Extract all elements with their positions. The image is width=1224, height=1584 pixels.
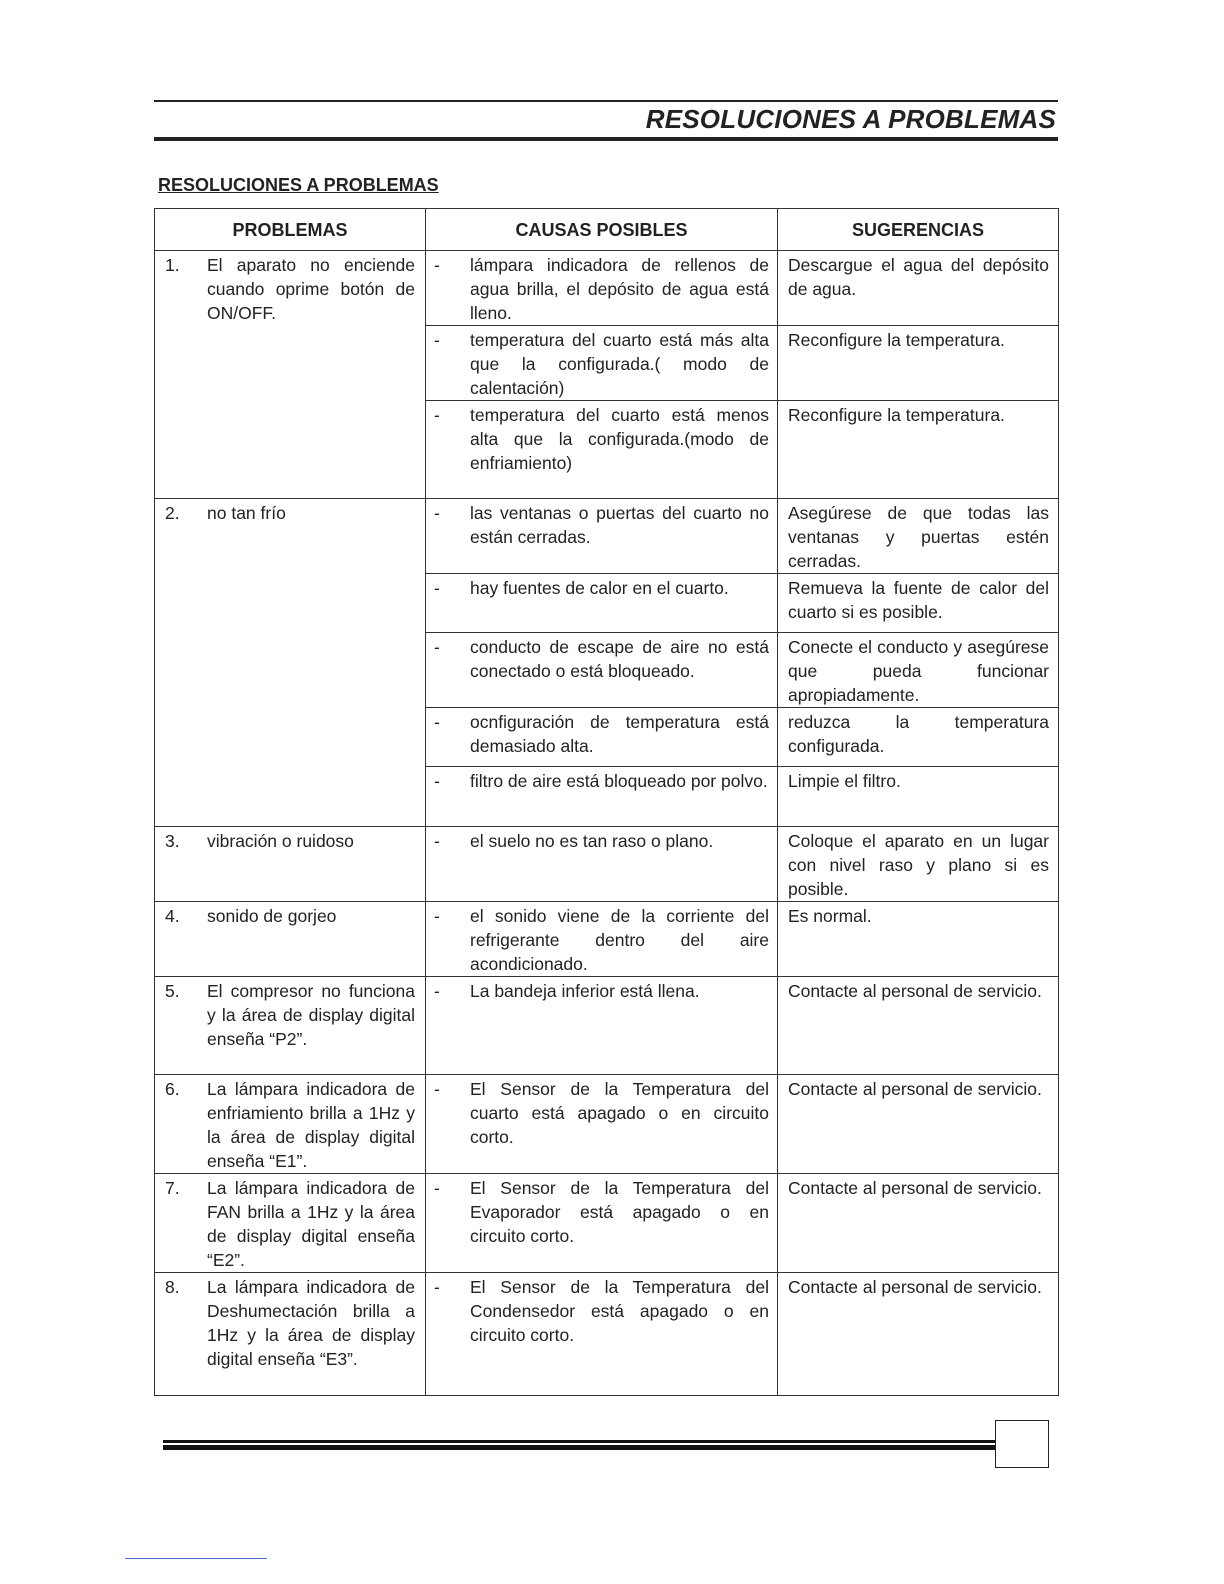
- suggestion-cell: [778, 633, 1059, 708]
- suggestion-cell: [778, 977, 1059, 1075]
- suggestion-cell: [778, 827, 1059, 902]
- suggestion-cell: [778, 1273, 1059, 1396]
- problem-number: 8.: [165, 1277, 180, 1297]
- cause-text: El Sensor de la Temperatura del cuarto está apagado o en circuito corto.: [470, 1079, 769, 1147]
- cause-cell: [426, 633, 778, 708]
- bullet-dash: -: [434, 771, 440, 791]
- suggestion-text: Remueva la fuente de calor del cuarto si es posible.: [788, 578, 1049, 622]
- table-row: [155, 499, 1059, 574]
- suggestion-text: Asegúrese de que todas las ventanas y puertas estén cerradas.: [788, 503, 1049, 571]
- cause-cell: [426, 1075, 778, 1174]
- cause-text: filtro de aire está bloqueado por polvo.: [470, 771, 768, 791]
- problem-text: El compresor no funciona y la área de display digital enseña “P2”.: [207, 981, 415, 1049]
- cause-cell: [426, 827, 778, 902]
- table-header-row: [155, 209, 1059, 251]
- table-row: [155, 251, 1059, 326]
- header-causas: CAUSAS POSIBLES: [426, 209, 778, 251]
- footer-rule-thin: [163, 1440, 995, 1443]
- bullet-dash: -: [434, 712, 440, 732]
- header-rule-thick: [154, 137, 1058, 141]
- table-row: [155, 977, 1059, 1075]
- cause-text: lámpara indicadora de rellenos de agua brilla, el depósito de agua está lleno.: [470, 255, 769, 323]
- problem-cell: [155, 499, 426, 827]
- suggestion-text: Conecte el conducto y asegúrese que pueda funcionar apropiadamente.: [788, 637, 1049, 705]
- problem-cell: [155, 251, 426, 499]
- cause-cell: [426, 401, 778, 499]
- bullet-dash: -: [434, 906, 440, 926]
- bullet-dash: -: [434, 637, 440, 657]
- bullet-dash: -: [434, 831, 440, 851]
- suggestion-text: Contacte al personal de servicio.: [788, 981, 1042, 1001]
- problem-text: La lámpara indicadora de enfriamiento brilla a 1Hz y la área de display digital enseña “E1”.: [207, 1079, 415, 1171]
- problem-number: 5.: [165, 981, 180, 1001]
- cause-text: temperatura del cuarto está menos alta que la configurada.(modo de enfriamiento): [470, 405, 769, 473]
- suggestion-text: Limpie el filtro.: [788, 771, 901, 791]
- problem-number: 1.: [165, 255, 180, 275]
- header-sugerencias: SUGERENCIAS: [778, 209, 1059, 251]
- cause-cell: [426, 708, 778, 767]
- table-row: [155, 827, 1059, 902]
- cause-cell: [426, 499, 778, 574]
- suggestion-text: Coloque el aparato en un lugar con nivel raso y plano si es posible.: [788, 831, 1049, 899]
- suggestion-text: Es normal.: [788, 906, 872, 926]
- bullet-dash: -: [434, 981, 440, 1001]
- cause-cell: [426, 977, 778, 1075]
- problem-number: 3.: [165, 831, 180, 851]
- problem-cell: [155, 1075, 426, 1174]
- bullet-dash: -: [434, 1277, 440, 1297]
- bullet-dash: -: [434, 255, 440, 275]
- header-rule-thin: [154, 100, 1058, 102]
- problem-number: 4.: [165, 906, 180, 926]
- problem-cell: [155, 977, 426, 1075]
- problem-text: El aparato no enciende cuando oprime botón de ON/OFF.: [207, 255, 415, 323]
- cause-text: El Sensor de la Temperatura del Evaporador está apagado o en circuito corto.: [470, 1178, 769, 1246]
- table-row: [155, 1273, 1059, 1396]
- footer-link-line: [125, 1558, 267, 1559]
- cause-text: ocnfiguración de temperatura está demasiado alta.: [470, 712, 769, 756]
- problem-cell: [155, 1174, 426, 1273]
- cause-cell: [426, 1273, 778, 1396]
- cause-text: las ventanas o puertas del cuarto no están cerradas.: [470, 503, 769, 547]
- bullet-dash: -: [434, 1178, 440, 1198]
- section-title: RESOLUCIONES A PROBLEMAS: [158, 175, 439, 195]
- cause-text: temperatura del cuarto está más alta que la configurada.( modo de calentación): [470, 330, 769, 398]
- cause-cell: [426, 251, 778, 326]
- problem-text: sonido de gorjeo: [207, 906, 337, 926]
- table-row: [155, 1174, 1059, 1273]
- page-header-title: RESOLUCIONES A PROBLEMAS: [645, 104, 1056, 134]
- cause-cell: [426, 574, 778, 633]
- suggestion-cell: [778, 251, 1059, 326]
- problem-number: 2.: [165, 503, 180, 523]
- problem-text: La lámpara indicadora de FAN brilla a 1Hz y la área de display digital enseña “E2”.: [207, 1178, 415, 1270]
- cause-text: El Sensor de la Temperatura del Condensedor está apagado o en circuito corto.: [470, 1277, 769, 1345]
- cause-cell: [426, 902, 778, 977]
- suggestion-cell: [778, 767, 1059, 827]
- bullet-dash: -: [434, 330, 440, 350]
- problem-number: 6.: [165, 1079, 180, 1099]
- suggestion-cell: [778, 902, 1059, 977]
- cause-cell: [426, 326, 778, 401]
- problem-cell: [155, 827, 426, 902]
- footer-rule-thick: [163, 1445, 995, 1450]
- suggestion-cell: [778, 326, 1059, 401]
- cause-text: el suelo no es tan raso o plano.: [470, 831, 714, 851]
- page-number-box: [995, 1420, 1049, 1468]
- cause-cell: [426, 1174, 778, 1273]
- header-problemas: PROBLEMAS: [155, 209, 426, 251]
- suggestion-text: Descargue el agua del depósito de agua.: [788, 255, 1049, 299]
- suggestion-text: Contacte al personal de servicio.: [788, 1277, 1042, 1297]
- table-row: [155, 1075, 1059, 1174]
- suggestion-text: reduzca la temperatura configurada.: [788, 712, 1049, 756]
- problem-number: 7.: [165, 1178, 180, 1198]
- problem-text: vibración o ruidoso: [207, 831, 354, 851]
- suggestion-text: Contacte al personal de servicio.: [788, 1079, 1042, 1099]
- bullet-dash: -: [434, 1079, 440, 1099]
- bullet-dash: -: [434, 503, 440, 523]
- suggestion-text: Reconfigure la temperatura.: [788, 405, 1005, 425]
- cause-text: el sonido viene de la corriente del refrigerante dentro del aire acondicionado.: [470, 906, 769, 974]
- suggestion-cell: [778, 1075, 1059, 1174]
- cause-cell: [426, 767, 778, 827]
- problem-text: La lámpara indicadora de Deshumectación brilla a 1Hz y la área de display digital enseña “E3”.: [207, 1277, 415, 1369]
- bullet-dash: -: [434, 405, 440, 425]
- cause-text: hay fuentes de calor en el cuarto.: [470, 578, 729, 598]
- suggestion-text: Contacte al personal de servicio.: [788, 1178, 1042, 1198]
- suggestion-cell: [778, 708, 1059, 767]
- troubleshooting-table: [154, 208, 1059, 1396]
- suggestion-cell: [778, 499, 1059, 574]
- table-row: [155, 902, 1059, 977]
- suggestion-cell: [778, 574, 1059, 633]
- suggestion-cell: [778, 1174, 1059, 1273]
- cause-text: conducto de escape de aire no está conectado o está bloqueado.: [470, 637, 769, 681]
- bullet-dash: -: [434, 578, 440, 598]
- cause-text: La bandeja inferior está llena.: [470, 981, 700, 1001]
- suggestion-cell: [778, 401, 1059, 499]
- problem-cell: [155, 1273, 426, 1396]
- suggestion-text: Reconfigure la temperatura.: [788, 330, 1005, 350]
- problem-cell: [155, 902, 426, 977]
- problem-text: no tan frío: [207, 503, 286, 523]
